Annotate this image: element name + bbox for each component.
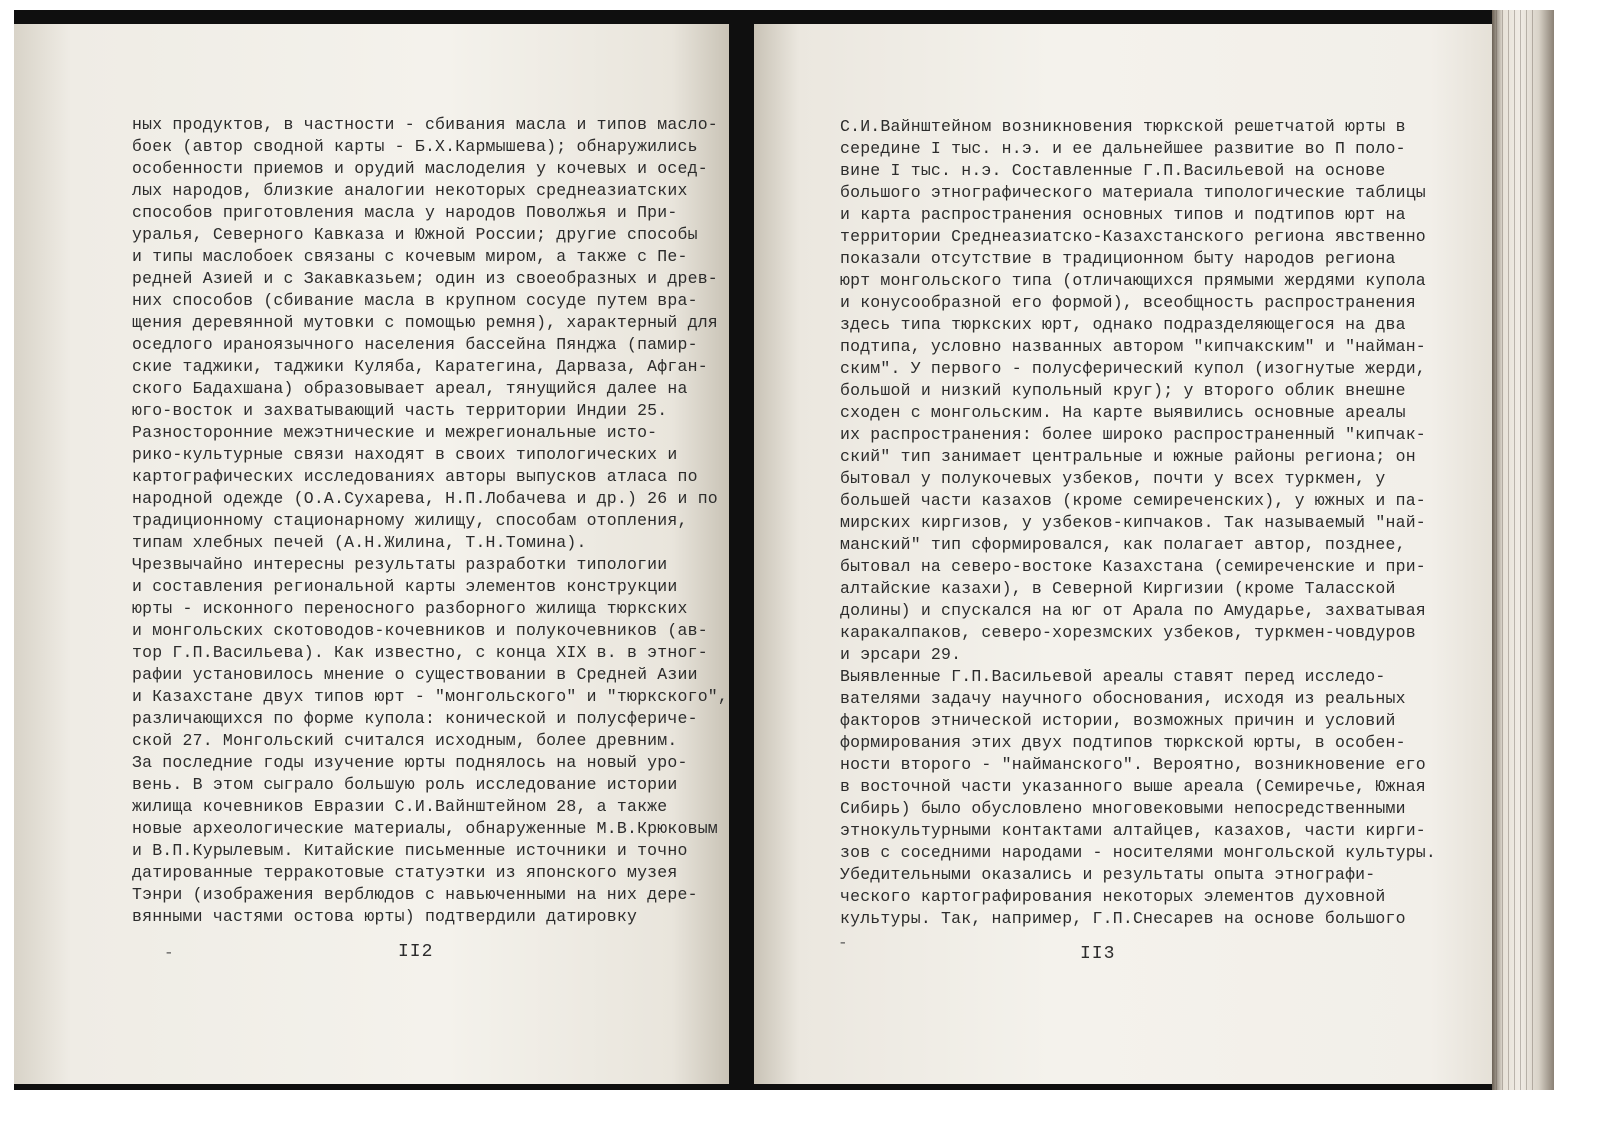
text-line: лых народов, близкие аналогии некоторых среднеазиатских: [132, 181, 688, 200]
text-line: За последние годы изучение юрты поднялось на новый уро-: [132, 753, 688, 772]
text-line: особенности приемов и орудий маслоделия у кочевых и осед-: [132, 159, 708, 178]
text-line: различающихся по форме купола: конической и полусфериче-: [132, 709, 698, 728]
text-line: боек (автор сводной карты - Б.Х.Кармышева); обнаружились: [132, 137, 698, 156]
left-page-number: II2: [398, 942, 434, 962]
text-line: территории Среднеазиатско-Казахстанского региона явственно: [840, 227, 1426, 246]
text-line: ским". У первого - полусферический купол (изогнутые жерди,: [840, 359, 1426, 378]
text-line: тор Г.П.Васильева). Как известно, с конца XIX в. в этног-: [132, 643, 708, 662]
text-line: в восточной части указанного выше ареала (Семиречье, Южная: [840, 777, 1426, 796]
text-line: бытовал на северо-востоке Казахстана (семиреченские и при-: [840, 557, 1426, 576]
text-line: новые археологические материалы, обнаруженные М.В.Крюковым: [132, 819, 718, 838]
text-line: Тэнри (изображения верблюдов с навьюченными на них дере-: [132, 885, 698, 904]
text-line: ской 27. Монгольский считался исходным, более древним.: [132, 731, 678, 750]
text-line: сходен с монгольским. На карте выявились основные ареалы: [840, 403, 1406, 422]
text-line: и монгольских скотоводов-кочевников и полукочевников (ав-: [132, 621, 708, 640]
right-page-body: [840, 116, 1436, 930]
text-line: щения деревянной мутовки с помощью ремня), характерный для: [132, 313, 718, 332]
text-line: зов с соседними народами - носителями монгольской культуры.: [840, 843, 1436, 862]
text-line: каракалпаков, северо-хорезмских узбеков, туркмен-човдуров: [840, 623, 1416, 642]
text-line: факторов этнической истории, возможных причин и условий: [840, 711, 1396, 730]
text-line: Разносторонние межэтнические и межрегиональные исто-: [132, 423, 658, 442]
text-line: картографических исследованиях авторы выпусков атласа по: [132, 467, 698, 486]
text-line: вянными частями остова юрты) подтвердили датировку: [132, 907, 638, 926]
text-line: и эрсари 29.: [840, 645, 962, 664]
text-line: ский" тип занимает центральные и южные районы региона; он: [840, 447, 1416, 466]
text-line: большого этнографического материала типологические таблицы: [840, 183, 1426, 202]
text-line: долины) и спускался на юг от Арала по Амударье, захватывая: [840, 601, 1426, 620]
text-line: вине I тыс. н.э. Составленные Г.П.Васильевой на основе: [840, 161, 1386, 180]
text-line: рафии установилось мнение о существовании в Средней Азии: [132, 665, 698, 684]
text-line: Чрезвычайно интересны результаты разработки типологии: [132, 555, 668, 574]
text-line: и типы маслобоек связаны с кочевым миром, а также с Пе-: [132, 247, 688, 266]
text-line: уралья, Северного Кавказа и Южной России; другие способы: [132, 225, 698, 244]
text-line: алтайские казахи), в Северной Киргизии (кроме Таласской: [840, 579, 1396, 598]
text-line: вателями задачу научного обоснования, исходя из реальных: [840, 689, 1406, 708]
text-line: бытовал у полукочевых узбеков, почти у всех туркмен, у: [840, 469, 1386, 488]
text-line: ности второго - "найманского". Вероятно, возникновение его: [840, 755, 1426, 774]
text-line: культуры. Так, например, Г.П.Снесарев на основе большого: [840, 909, 1406, 928]
text-line: этнокультурными контактами алтайцев, казахов, части кирги-: [840, 821, 1426, 840]
text-line: способов приготовления масла у народов Поволжья и При-: [132, 203, 678, 222]
text-line: их распространения: более широко распространенный "кипчак-: [840, 425, 1426, 444]
text-line: юрт монгольского типа (отличающихся прямыми жердями купола: [840, 271, 1426, 290]
text-line: датированные терракотовые статуэтки из японского музея: [132, 863, 678, 882]
text-line: типам хлебных печей (А.Н.Жилина, Т.Н.Томина).: [132, 533, 587, 552]
left-page-dash: -: [164, 944, 174, 962]
text-line: середине I тыс. н.э. и ее дальнейшее развитие во П поло-: [840, 139, 1406, 158]
text-line: Сибирь) было обусловлено многовековыми непосредственными: [840, 799, 1406, 818]
left-page-body: [132, 114, 728, 928]
text-line: жилища кочевников Евразии С.И.Вайнштейном 28, а также: [132, 797, 668, 816]
text-line: юрты - исконного переносного разборного жилища тюркских: [132, 599, 688, 618]
text-line: С.И.Вайнштейном возникновения тюркской решетчатой юрты в: [840, 117, 1406, 136]
text-line: ского Бадахшана) образовывает ареал, тянущийся далее на: [132, 379, 688, 398]
left-page: [14, 24, 729, 1084]
text-line: и Казахстане двух типов юрт - "монгольского" и "тюркского",: [132, 687, 728, 706]
right-page-dash: -: [838, 934, 848, 952]
text-line: здесь типа тюркских юрт, однако подразделяющегося на два: [840, 315, 1406, 334]
text-line: и В.П.Курылевым. Китайские письменные источники и точно: [132, 841, 688, 860]
text-line: юго-восток и захватывающий часть территории Индии 25.: [132, 401, 668, 420]
text-line: и карта распространения основных типов и подтипов юрт на: [840, 205, 1406, 224]
text-line: ческого картографирования некоторых элементов духовной: [840, 887, 1386, 906]
right-page-number: II3: [1080, 944, 1116, 964]
scanned-book-spread: [14, 10, 1554, 1090]
text-line: ных продуктов, в частности - сбивания масла и типов масло-: [132, 115, 718, 134]
right-page: [754, 24, 1506, 1084]
book-page-edge-lines: [1496, 10, 1536, 1090]
text-line: традиционному стационарному жилищу, способам отопления,: [132, 511, 688, 530]
text-line: Убедительными оказались и результаты опыта этнографи-: [840, 865, 1376, 884]
text-line: ские таджики, таджики Куляба, Каратегина, Дарваза, Афган-: [132, 357, 708, 376]
text-line: подтипа, условно названных автором "кипчакским" и "найман-: [840, 337, 1426, 356]
text-line: показали отсутствие в традиционном быту народов региона: [840, 249, 1396, 268]
text-line: оседлого ираноязычного населения бассейна Пянджа (памир-: [132, 335, 698, 354]
text-line: вень. В этом сыграло большую роль исследование истории: [132, 775, 678, 794]
text-line: народной одежде (О.А.Сухарева, Н.П.Лобачева и др.) 26 и по: [132, 489, 718, 508]
text-line: них способов (сбивание масла в крупном сосуде путем вра-: [132, 291, 698, 310]
text-line: редней Азией и с Закавказьем; один из своеобразных и древ-: [132, 269, 718, 288]
text-line: большей части казахов (кроме семиреченских), у южных и па-: [840, 491, 1426, 510]
text-line: и составления региональной карты элементов конструкции: [132, 577, 678, 596]
text-line: формирования этих двух подтипов тюркской юрты, в особен-: [840, 733, 1406, 752]
text-line: большой и низкий купольный круг); у второго облик внешне: [840, 381, 1406, 400]
text-line: Выявленные Г.П.Васильевой ареалы ставят перед исследо-: [840, 667, 1386, 686]
text-line: манский" тип сформировался, как полагает автор, позднее,: [840, 535, 1406, 554]
text-line: мирских киргизов, у узбеков-кипчаков. Так называемый "най-: [840, 513, 1426, 532]
text-line: и конусообразной его формой), всеобщность распространения: [840, 293, 1416, 312]
text-line: рико-культурные связи находят в своих типологических и: [132, 445, 678, 464]
